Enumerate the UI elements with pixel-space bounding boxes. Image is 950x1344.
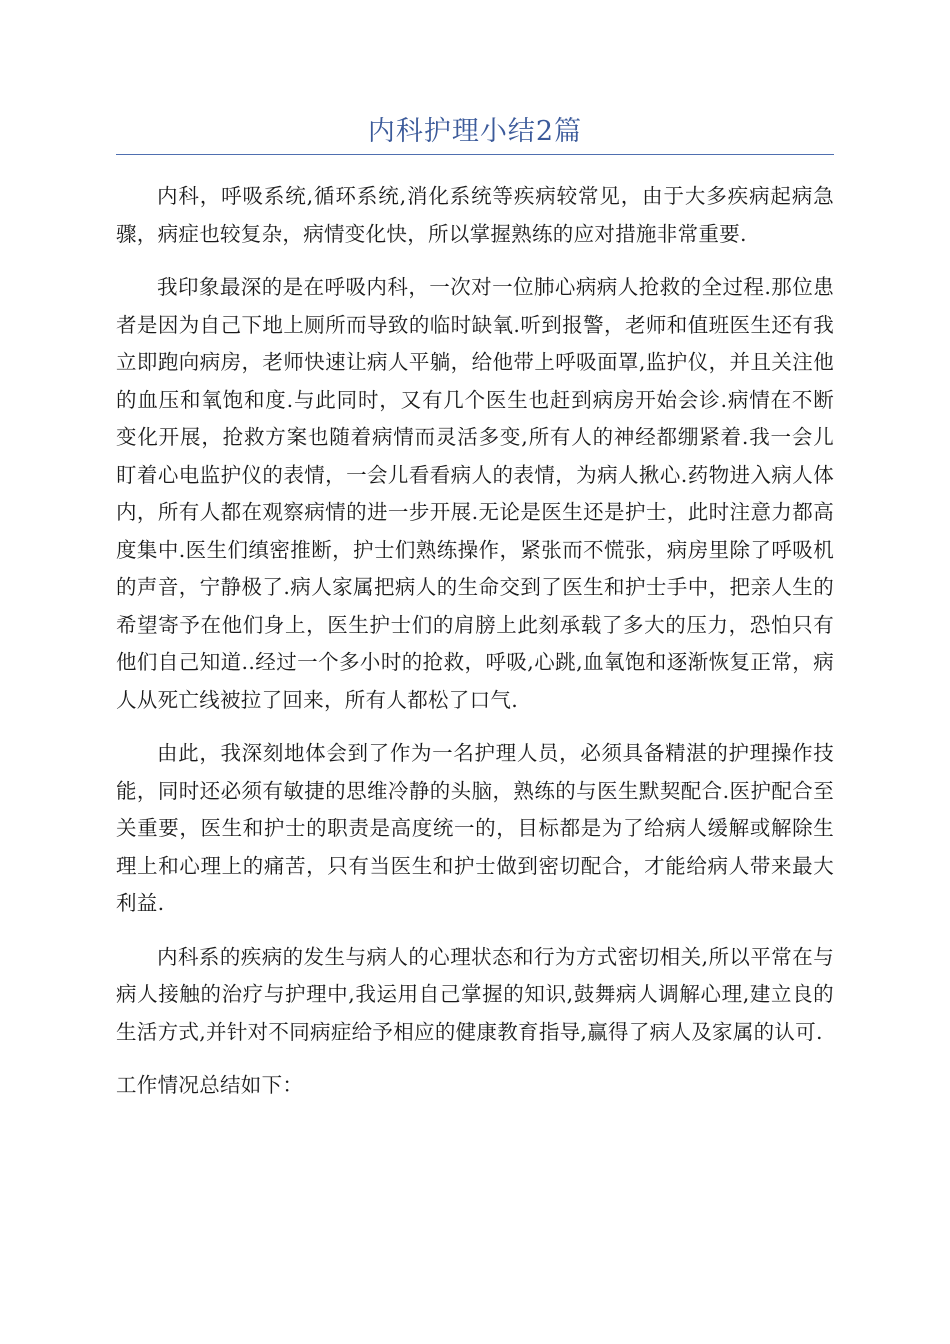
paragraph-1: 内科，呼吸系统,循环系统,消化系统等疾病较常见，由于大多疾病起病急骤，病症也较复杂，病情变化快，所以掌握熟练的应对措施非常重要. (116, 184, 834, 246)
document-title: 内科护理小结2篇 (367, 116, 583, 147)
document-body (116, 178, 834, 1121)
title-underline (116, 154, 834, 155)
paragraph-4: 内科系的疾病的发生与病人的心理状态和行为方式密切相关,所以平常在与病人接触的治疗与护理中,我运用自己掌握的知识,鼓舞病人调解心理,建立良的生活方式,并针对不同病症给予相应的健康教育指导,赢得了病人及家属的认可. (116, 944, 834, 1044)
paragraph-2: 我印象最深的是在呼吸内科，一次对一位肺心病病人抢救的全过程.那位患者是因为自己下地上厕所而导致的临时缺氧.听到报警，老师和值班医生还有我立即跑向病房，老师快速让病人平躺，给他带上呼吸面罩,监护仪，并且关注他的血压和氧饱和度.与此同时，又有几个医生也赶到病房开始会诊.病情在不断变化开展，抢救方案也随着病情而灵活多变,所有人的神经都绷紧着.我一会儿盯着心电监护仪的表情，一会儿看看病人的表情，为病人揪心.药物进入病人体内，所有人都在观察病情的进一步开展.无论是医生还是护士，此时注意力都高度集中.医生们缜密推断，护士们熟练操作，紧张而不慌张，病房里除了呼吸机的声音，宁静极了.病人家属把病人的生命交到了医生和护士手中，把亲人生的希望寄予在他们身上，医生护士们的肩膀上此刻承载了多大的压力，恐怕只有他们自己知道..经过一个多小时的抢救，呼吸,心跳,血氧饱和逐渐恢复正常，病人从死亡线被拉了回来，所有人都松了口气. (116, 275, 834, 712)
paragraph-3: 由此，我深刻地体会到了作为一名护理人员，必须具备精湛的护理操作技能，同时还必须有敏捷的思维冷静的头脑，熟练的与医生默契配合.医护配合至关重要，医生和护士的职责是高度统一的，目标都是为了给病人缓解或解除生理上和心理上的痛苦，只有当医生和护士做到密切配合，才能给病人带来最大利益. (116, 741, 834, 915)
paragraph-5: 工作情况总结如下： (116, 1073, 304, 1097)
